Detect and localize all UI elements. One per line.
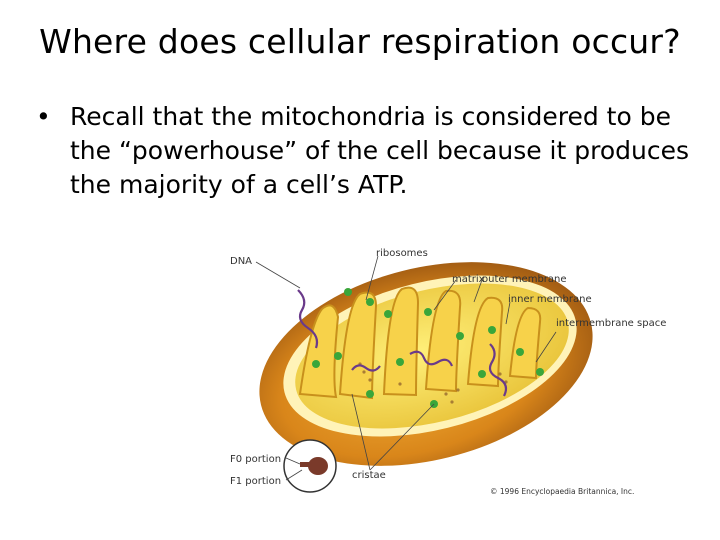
mitochondrion-diagram (220, 244, 667, 500)
bullet-marker: • (36, 102, 51, 131)
figure-credit: © 1996 Encyclopaedia Britannica, Inc. (490, 487, 635, 496)
label-inner-membrane: inner membrane (508, 294, 592, 305)
label-ribosomes: ribosomes (376, 248, 428, 259)
label-f0-portion: F0 portion (230, 454, 282, 465)
label-matrix: matrix (452, 274, 485, 285)
label-f1-portion: F1 portion (230, 476, 282, 487)
mitochondrion-illustration (220, 244, 667, 500)
bullet-text: Recall that the mitochondria is considered to be the “powerhouse” of the cell because it produces the majority of a cell’s ATP. (70, 102, 689, 199)
f1-head (308, 457, 328, 475)
f0-stalk (300, 462, 310, 467)
label-cristae: cristae (352, 470, 386, 481)
label-intermembrane-space: intermembrane space (556, 318, 667, 329)
label-dna: DNA (230, 256, 253, 267)
label-outer-membrane: outer membrane (482, 274, 567, 285)
slide-title: Where does cellular respiration occur? (39, 22, 681, 61)
